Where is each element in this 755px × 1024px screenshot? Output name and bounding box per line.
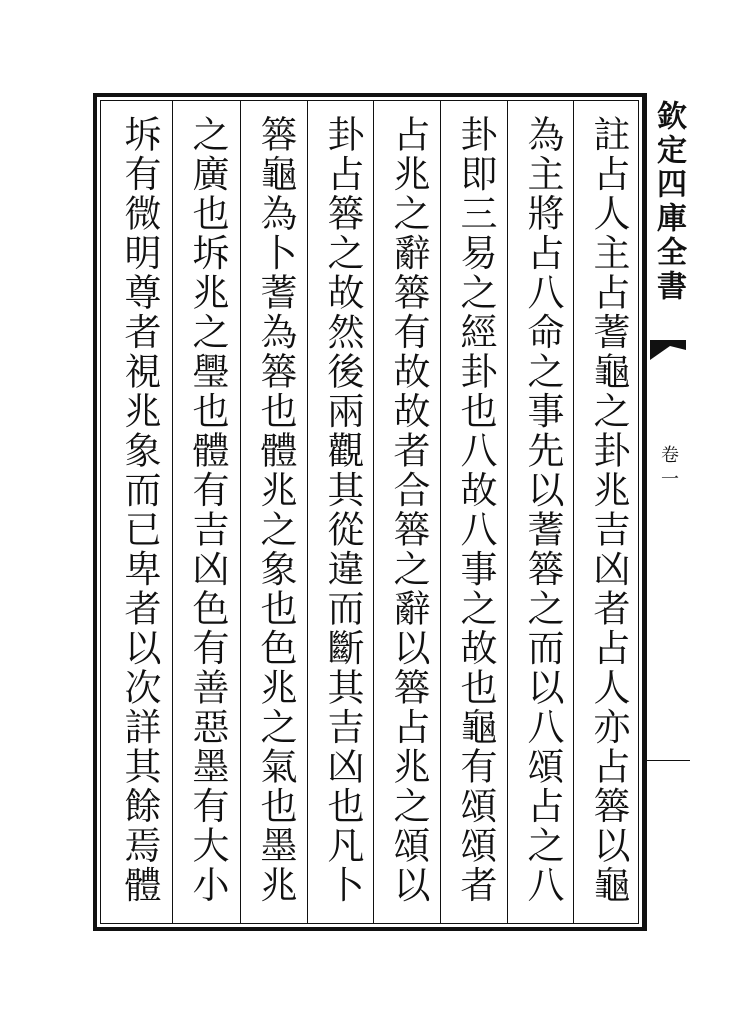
fish-tail-mark-icon [648, 338, 688, 368]
volume-label: 卷一 [658, 445, 679, 493]
column-divider [440, 100, 441, 924]
text-column-6: 簭龜為卜蓍為簭也體兆之象也色兆之氣也墨兆 [254, 115, 297, 905]
column-divider [373, 100, 374, 924]
text-column-3: 卦即三易之經卦也八故八事之故也龜有頌頌者 [454, 115, 497, 905]
text-column-7: 之廣也坼兆之璺也體有吉凶色有善惡墨有大小 [186, 115, 229, 905]
text-column-5: 卦占簭之故然後兩觀其從違而斷其吉凶也凡卜 [321, 115, 364, 905]
column-divider [573, 100, 574, 924]
text-column-8: 坼有微明尊者視兆象而已卑者以次詳其餘焉體 [118, 115, 161, 905]
text-column-2: 為主將占八命之事先以蓍簭之而以八頌占之八 [521, 115, 564, 905]
text-column-1: 註占人主占蓍龜之卦兆吉凶者占人亦占簭以龜 [587, 115, 630, 905]
column-divider [240, 100, 241, 924]
text-column-4: 占兆之辭簭有故故者合簭之辭以簭占兆之頌以 [387, 115, 430, 905]
column-divider [172, 100, 173, 924]
margin-rule [646, 760, 690, 761]
book-title: 欽定四庫全書 [651, 100, 686, 304]
column-divider [507, 100, 508, 924]
column-divider [307, 100, 308, 924]
